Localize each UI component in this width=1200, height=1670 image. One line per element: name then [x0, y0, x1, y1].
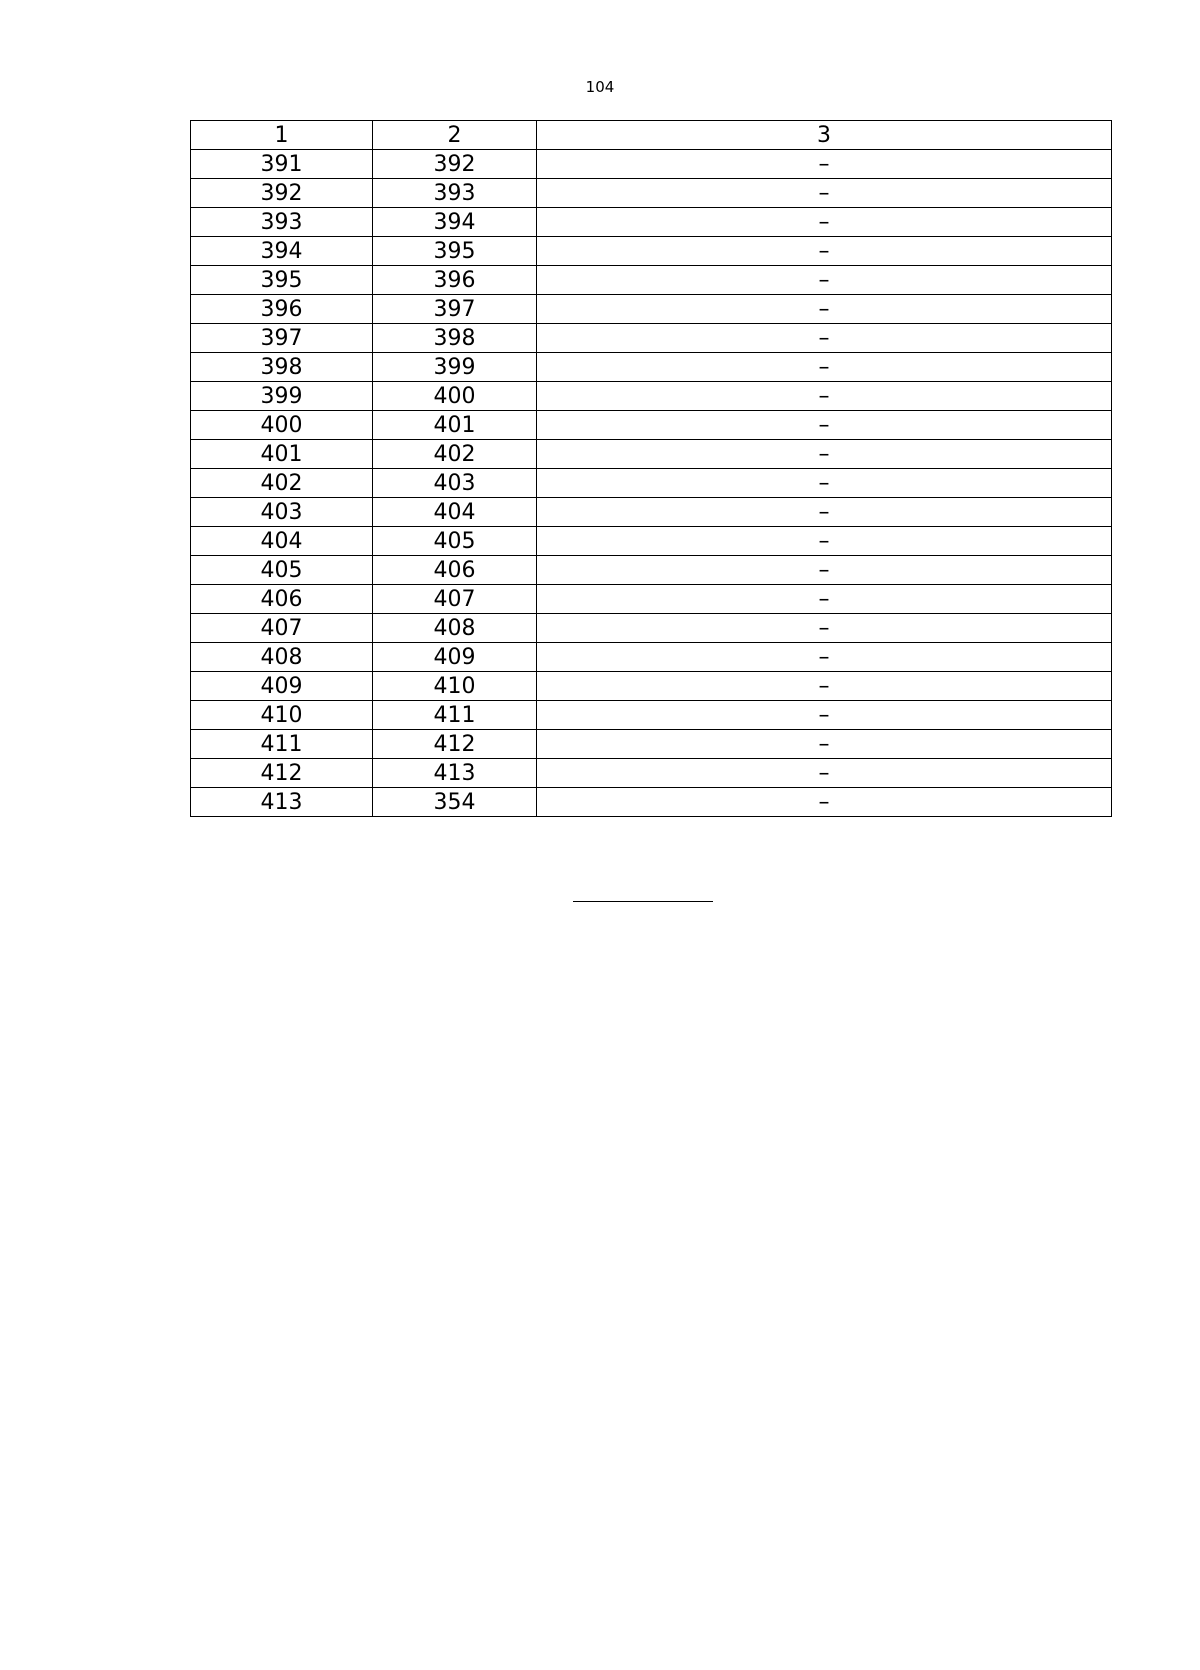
table-cell-col-2: 406 — [373, 556, 537, 585]
table-cell-col-3: – — [537, 614, 1112, 643]
header-cell-1: 1 — [191, 121, 373, 150]
table-row — [191, 150, 1112, 179]
data-table — [190, 120, 1112, 817]
table-cell-col-1: 401 — [191, 440, 373, 469]
table-cell-col-2: 409 — [373, 643, 537, 672]
end-rule — [573, 901, 713, 902]
table-cell-col-2: 403 — [373, 469, 537, 498]
table-row — [191, 411, 1112, 440]
table-row — [191, 266, 1112, 295]
table-cell-col-1: 405 — [191, 556, 373, 585]
table-cell-col-1: 392 — [191, 179, 373, 208]
table-cell-col-3: – — [537, 295, 1112, 324]
table-cell-col-2: 402 — [373, 440, 537, 469]
table-cell-col-3: – — [537, 585, 1112, 614]
table-cell-col-3: – — [537, 672, 1112, 701]
table-cell-col-3: – — [537, 759, 1112, 788]
table-cell-col-1: 402 — [191, 469, 373, 498]
table-row — [191, 237, 1112, 266]
table-row — [191, 440, 1112, 469]
table-cell-col-3: – — [537, 527, 1112, 556]
table-cell-col-2: 392 — [373, 150, 537, 179]
table-cell-col-2: 408 — [373, 614, 537, 643]
table-cell-col-1: 394 — [191, 237, 373, 266]
table-row — [191, 585, 1112, 614]
table-cell-col-2: 400 — [373, 382, 537, 411]
table-cell-col-1: 396 — [191, 295, 373, 324]
table-cell-col-2: 393 — [373, 179, 537, 208]
table-row — [191, 759, 1112, 788]
table-cell-col-3: – — [537, 324, 1112, 353]
table-row — [191, 295, 1112, 324]
table-cell-col-2: 404 — [373, 498, 537, 527]
table-cell-col-2: 405 — [373, 527, 537, 556]
table-cell-col-2: 395 — [373, 237, 537, 266]
table-cell-col-2: 410 — [373, 672, 537, 701]
table-row — [191, 672, 1112, 701]
table-row — [191, 179, 1112, 208]
table-cell-col-2: 413 — [373, 759, 537, 788]
table-cell-col-3: – — [537, 469, 1112, 498]
table-cell-col-3: – — [537, 556, 1112, 585]
table-row — [191, 788, 1112, 817]
table-cell-col-1: 408 — [191, 643, 373, 672]
table-cell-col-1: 391 — [191, 150, 373, 179]
table-cell-col-2: 401 — [373, 411, 537, 440]
table-row — [191, 556, 1112, 585]
table-cell-col-2: 397 — [373, 295, 537, 324]
table-cell-col-3: – — [537, 701, 1112, 730]
table-cell-col-3: – — [537, 440, 1112, 469]
table-cell-col-3: – — [537, 179, 1112, 208]
table-cell-col-2: 398 — [373, 324, 537, 353]
table-cell-col-1: 404 — [191, 527, 373, 556]
table-row — [191, 469, 1112, 498]
table-row — [191, 643, 1112, 672]
table-cell-col-1: 407 — [191, 614, 373, 643]
table-cell-col-3: – — [537, 266, 1112, 295]
table-header-row — [191, 121, 1112, 150]
table-row — [191, 730, 1112, 759]
table-cell-col-1: 409 — [191, 672, 373, 701]
table-cell-col-3: – — [537, 730, 1112, 759]
table-cell-col-1: 398 — [191, 353, 373, 382]
table-cell-col-2: 354 — [373, 788, 537, 817]
table-cell-col-1: 399 — [191, 382, 373, 411]
table-cell-col-1: 412 — [191, 759, 373, 788]
table-cell-col-1: 410 — [191, 701, 373, 730]
table-cell-col-3: – — [537, 382, 1112, 411]
table-row — [191, 208, 1112, 237]
table-cell-col-3: – — [537, 643, 1112, 672]
table-cell-col-2: 394 — [373, 208, 537, 237]
table-cell-col-1: 406 — [191, 585, 373, 614]
table-row — [191, 353, 1112, 382]
table-cell-col-3: – — [537, 498, 1112, 527]
table-cell-col-2: 412 — [373, 730, 537, 759]
table-cell-col-1: 413 — [191, 788, 373, 817]
table-cell-col-1: 393 — [191, 208, 373, 237]
table-cell-col-1: 397 — [191, 324, 373, 353]
table-cell-col-3: – — [537, 411, 1112, 440]
table-cell-col-1: 411 — [191, 730, 373, 759]
table-row — [191, 324, 1112, 353]
table-cell-col-3: – — [537, 237, 1112, 266]
table-row — [191, 498, 1112, 527]
table-row — [191, 614, 1112, 643]
table-cell-col-3: – — [537, 788, 1112, 817]
table-body — [191, 121, 1112, 817]
table-row — [191, 527, 1112, 556]
header-cell-2: 2 — [373, 121, 537, 150]
table-cell-col-2: 411 — [373, 701, 537, 730]
page-number: 104 — [585, 78, 615, 96]
table-cell-col-1: 403 — [191, 498, 373, 527]
table-cell-col-1: 395 — [191, 266, 373, 295]
table-row — [191, 382, 1112, 411]
table-cell-col-3: – — [537, 150, 1112, 179]
table-row — [191, 701, 1112, 730]
table-cell-col-1: 400 — [191, 411, 373, 440]
table-cell-col-3: – — [537, 353, 1112, 382]
header-cell-3: 3 — [537, 121, 1112, 150]
table-cell-col-2: 396 — [373, 266, 537, 295]
table-cell-col-3: – — [537, 208, 1112, 237]
table-cell-col-2: 399 — [373, 353, 537, 382]
table-cell-col-2: 407 — [373, 585, 537, 614]
